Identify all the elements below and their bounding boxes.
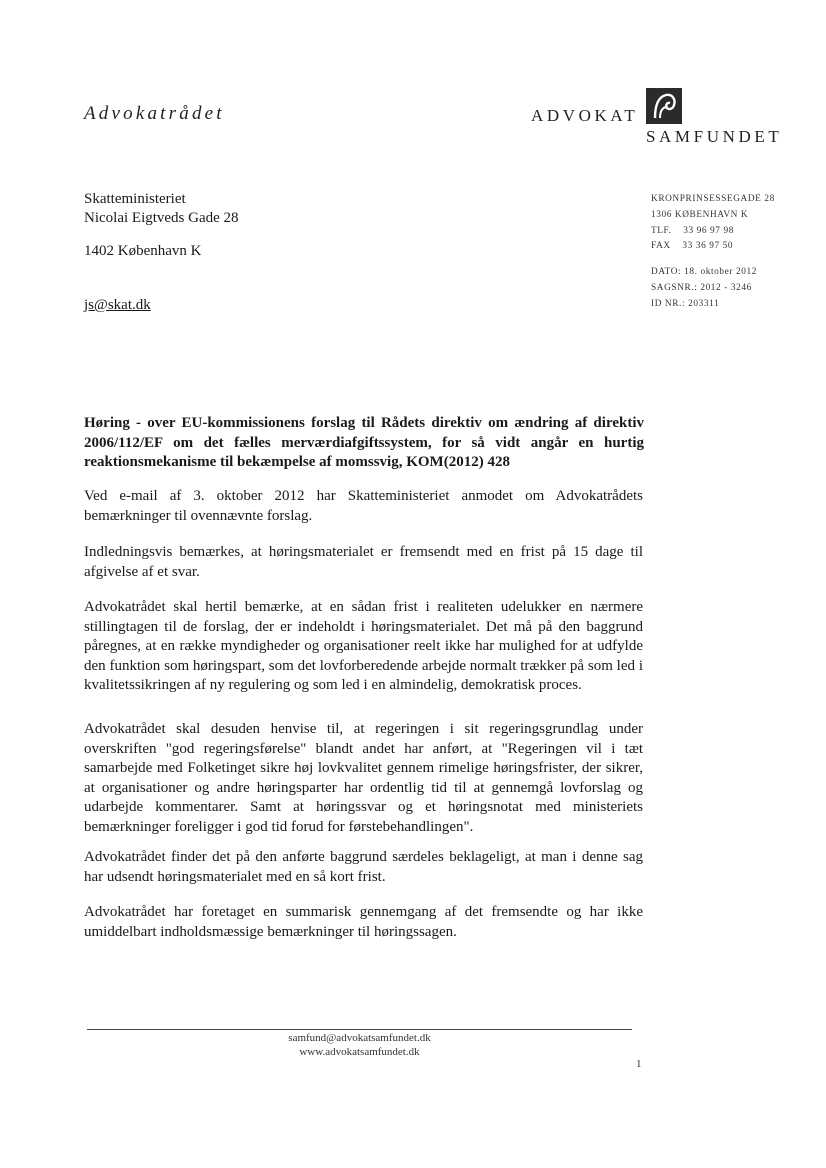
sender-street: KRONPRINSESSEGADE 28 [651,194,775,204]
sender-fax: FAX 33 36 97 50 [651,241,734,252]
case-number: SAGSNR.: 2012 - 3246 [651,282,752,293]
letter-date: DATO: 18. oktober 2012 [651,267,757,278]
council-name: Advokatrådet [84,103,225,124]
body-paragraph: Advokatrådet skal hertil bemærke, at en sådan frist i realiteten udelukker en nærmere stillingtagen til de forslag, der er indeholdt i høringsmaterialet. Det må på den baggrund påregnes, at en række myndigheder og organisationer reelt ikke har mulighed for at udfylde den funktion som høringspart, som det lovforberedende arbejde normalt trækker på som led i kvalitetssikringen af ny regulering og som led i en almindelig, demokratisk proces. [84,599,643,693]
body-paragraph: Advokatrådet har foretaget en summarisk gennemgang af det fremsendte og har ikke umiddelbart indholdsmæssige bemærkninger til høringssagen. [84,904,643,940]
logo-text-top: ADVOKAT [531,106,639,125]
advokatsamfundet-emblem-icon [646,88,682,124]
body-paragraph: Ved e-mail af 3. oktober 2012 har Skatteministeriet anmodet om Advokatrådets bemærkninger til ovennævnte forslag. [84,488,643,524]
sender-phone: TLF. 33 96 97 98 [651,225,734,236]
page-number: 1 [636,1058,642,1070]
footer-email-link[interactable]: samfund@advokatsamfundet.dk [288,1032,431,1044]
recipient-name: Skatteministeriet [84,191,186,207]
id-number: ID NR.: 203311 [651,298,720,309]
sender-city: 1306 KØBENHAVN K [651,209,749,220]
recipient-street: Nicolai Eigtveds Gade 28 [84,210,239,226]
footer-website-link[interactable]: www.advokatsamfundet.dk [299,1046,420,1058]
subject-heading: Høring - over EU-kommissionens forslag til Rådets direktiv om ændring af direktiv 2006/112/EF om det fælles merværdiafgiftssystem, for så vidt angår en hurtig reaktionsmekanisme til bekæmpelse af momssvig, KOM(2012) 428 [84,415,644,470]
recipient-address [84,190,239,228]
footer-divider [87,1029,632,1030]
body-paragraph: Advokatrådet skal desuden henvise til, at regeringen i sit regeringsgrundlag under overskriften "god regeringsførelse" blandt andet har anført, at "Regeringen vil i tæt samarbejde med Folketinget sikre høj lovkvalitet gennem rimelige høringsfrister, der sikrer, at organisationer og andre høringsparter har ordentlig tid til at gennemgå lovforslag og udarbejde kommentarer. Samt at høringssvar og et høringsnotat med ministeriets bemærkninger foreligger i god tid forud for førstebehandlingen". [84,721,643,835]
sender-info [651,192,775,313]
recipient-email-link[interactable]: js@skat.dk [84,297,151,313]
logo-text-bottom: SAMFUNDET [646,127,783,146]
body-paragraph: Indledningsvis bemærkes, at høringsmaterialet er fremsendt med en frist på 15 dage til afgivelse af et svar. [84,544,643,580]
body-paragraph: Advokatrådet finder det på den anførte baggrund særdeles beklageligt, at man i denne sag har udsendt høringsmaterialet med en så kort frist. [84,849,643,885]
recipient-postal: 1402 København K [84,243,202,259]
